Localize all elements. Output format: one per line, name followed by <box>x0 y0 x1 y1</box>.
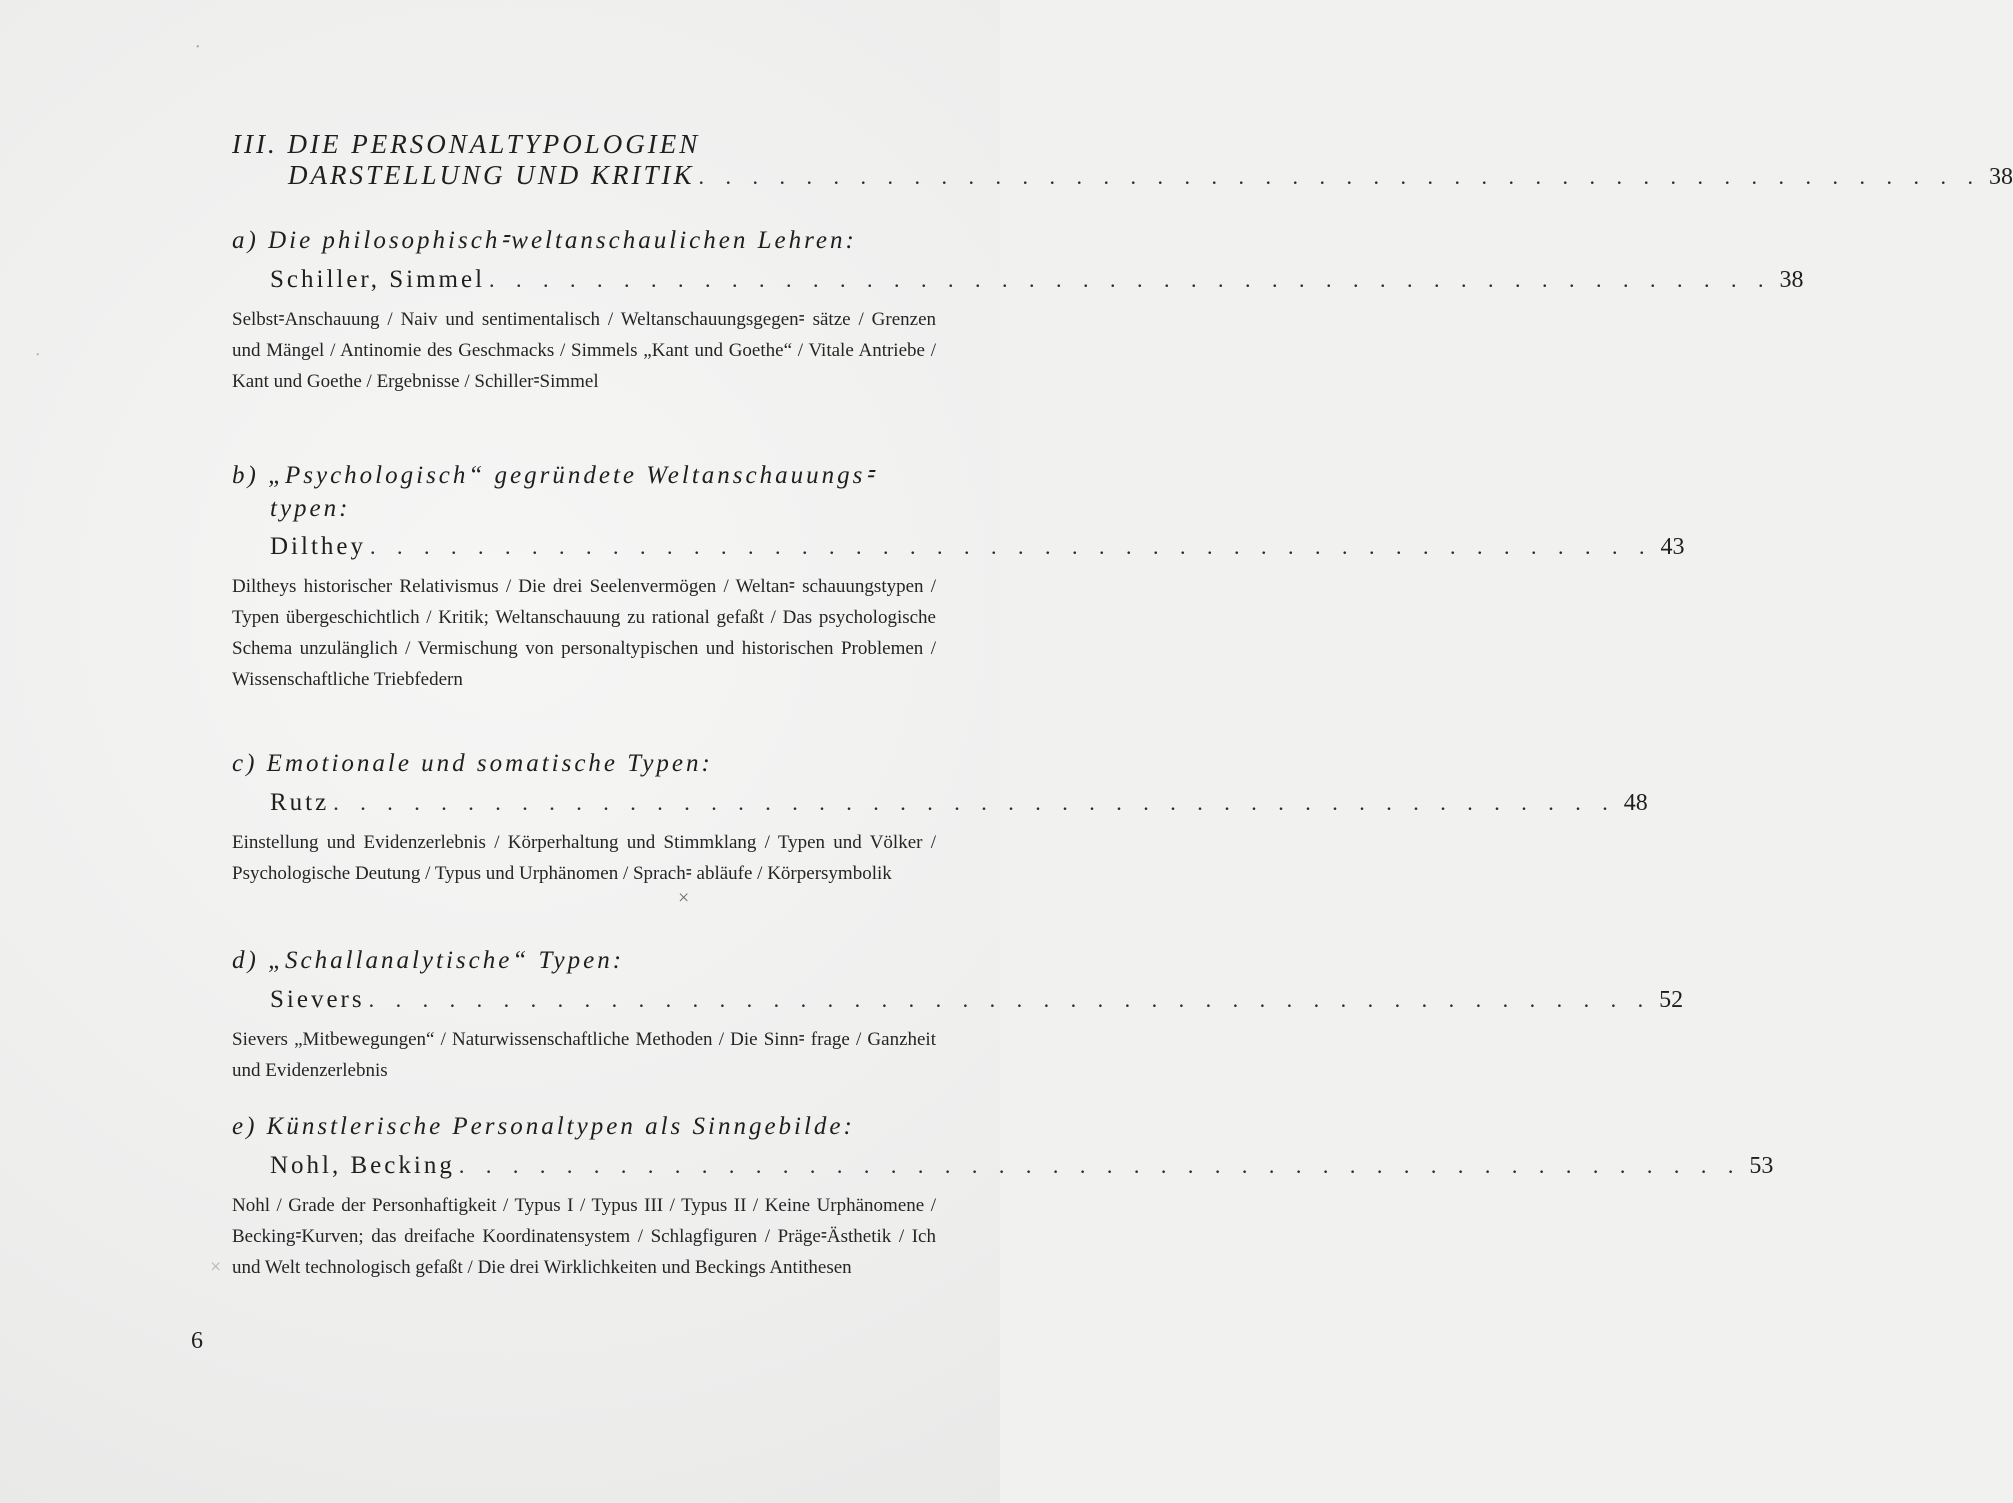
author-name: Nohl, Becking <box>270 1151 455 1179</box>
author-name: Rutz <box>270 788 330 816</box>
leader-dots: . . . . . . . . . . . . . . . . . . . . . . . . . . . . . . . . . . . . . . . . . . . . . . . . <box>489 266 1772 292</box>
author-line <box>270 1151 1774 1180</box>
toc-section-e <box>232 1111 1774 1283</box>
section-heading: b) „Psychologisch“ gegründete Weltanschauungs⹀ <box>232 462 877 489</box>
section-summary: Nohl / Grade der Personhaftigkeit / Typus I / Typus III / Typus II / Keine Urphänomene / Becking⹀Kurven; das dreifache Koordinatensystem / Schlagfiguren / Präge⹀Ästhetik / Ich und Welt technologisch gefaßt / Die drei Wirklichkeiten und Beckings Antithesen <box>232 1194 936 1278</box>
paper-speck: • <box>196 42 200 53</box>
part-page-number: 38 <box>1989 164 2013 191</box>
leader-dots: . . . . . . . . . . . . . . . . . . . . . . . . . . . . . . . . . . . . . . . . . . . . . . . . <box>368 986 1652 1012</box>
section-heading: a) Die philosophisch⹀weltanschaulichen Lehren: <box>232 227 857 254</box>
pencil-mark: × <box>210 1256 222 1278</box>
toc-section-a <box>232 225 1804 397</box>
author-name: Dilthey <box>270 533 366 560</box>
section-summary: Einstellung und Evidenzerlebnis / Körperhaltung und Stimmklang / Typen und Völker / Psychologische Deutung / Typus und Urphänomen / Sprach⹀ abläufe / Körpersymbolik <box>232 831 936 884</box>
section-heading: c) Emotionale und somatische Typen: <box>232 750 713 777</box>
section-page-number: 38 <box>1779 266 1804 293</box>
part-title-text-1: DIE PERSONALTYPOLOGIEN <box>287 129 701 159</box>
section-summary: Selbst⹀Anschauung / Naiv und sentimentalisch / Weltanschauungsgegen⹀ sätze / Grenzen und Mängel / Antinomie des Geschmacks / Simmels „Kant und Goethe“ / Vitale Antriebe / Kant und Goethe / Ergebnisse / Schiller⹀Simmel <box>232 308 936 392</box>
section-page-number: 53 <box>1749 1152 1774 1179</box>
page-folio: 6 <box>191 1328 203 1354</box>
part-heading <box>232 128 2013 191</box>
section-heading-continuation: typen: <box>270 494 351 522</box>
author-name: Sievers <box>270 985 365 1013</box>
part-title-text-2: DARSTELLUNG UND KRITIK <box>288 160 695 191</box>
part-roman: III. <box>232 129 278 159</box>
leader-dots: . . . . . . . . . . . . . . . . . . . . . . . . . . . . . . . . . . . . . . . . . . . . . . . . <box>370 534 1653 559</box>
author-line <box>270 265 1804 294</box>
section-heading: d) „Schallanalytische“ Typen: <box>232 947 625 974</box>
toc-section-c <box>232 748 1648 889</box>
author-name: Schiller, Simmel <box>270 265 486 293</box>
section-heading-line-2 <box>232 493 978 526</box>
section-page-number: 52 <box>1659 986 1684 1013</box>
paper-speck: • <box>36 350 40 361</box>
pencil-mark: × <box>678 887 690 909</box>
section-summary: Diltheys historischer Relativismus / Die drei Seelenvermögen / Weltan⹀ schauungstypen / Typen übergeschichtlich / Kritik; Weltanschauung zu rational gefaßt / Das psychologische Schema unzulänglich / Vermischung von personaltypischen und historischen Problemen / Wissenschaftliche Triebfedern <box>232 576 936 690</box>
section-heading: e) Künstlerische Personaltypen als Sinngebilde: <box>232 1113 855 1140</box>
toc-section-b <box>232 460 1685 695</box>
leader-dots: . . . . . . . . . . . . . . . . . . . . . . . . . . . . . . . . . . . . . . . . . . . . . . . . <box>333 789 1616 815</box>
author-line <box>270 788 1648 817</box>
leader-dots: . . . . . . . . . . . . . . . . . . . . . . . . . . . . . . . . . . . . . . . . . . . . . . . . <box>458 1152 1742 1178</box>
author-line <box>270 985 1684 1014</box>
author-line <box>270 533 1685 561</box>
section-page-number: 48 <box>1623 789 1648 816</box>
part-title-line-2 <box>232 160 2013 191</box>
leader-dots: . . . . . . . . . . . . . . . . . . . . . . . . . . . . . . . . . . . . . . . . . . . . . . . . <box>698 164 1982 190</box>
section-page-number: 43 <box>1660 534 1685 560</box>
section-summary: Sievers „Mitbewegungen“ / Naturwissenschaftliche Methoden / Die Sinn⹀ frage / Ganzheit und Evidenzerlebnis <box>232 1028 936 1081</box>
toc-section-d <box>232 945 1684 1086</box>
part-title-line-1 <box>232 128 978 160</box>
